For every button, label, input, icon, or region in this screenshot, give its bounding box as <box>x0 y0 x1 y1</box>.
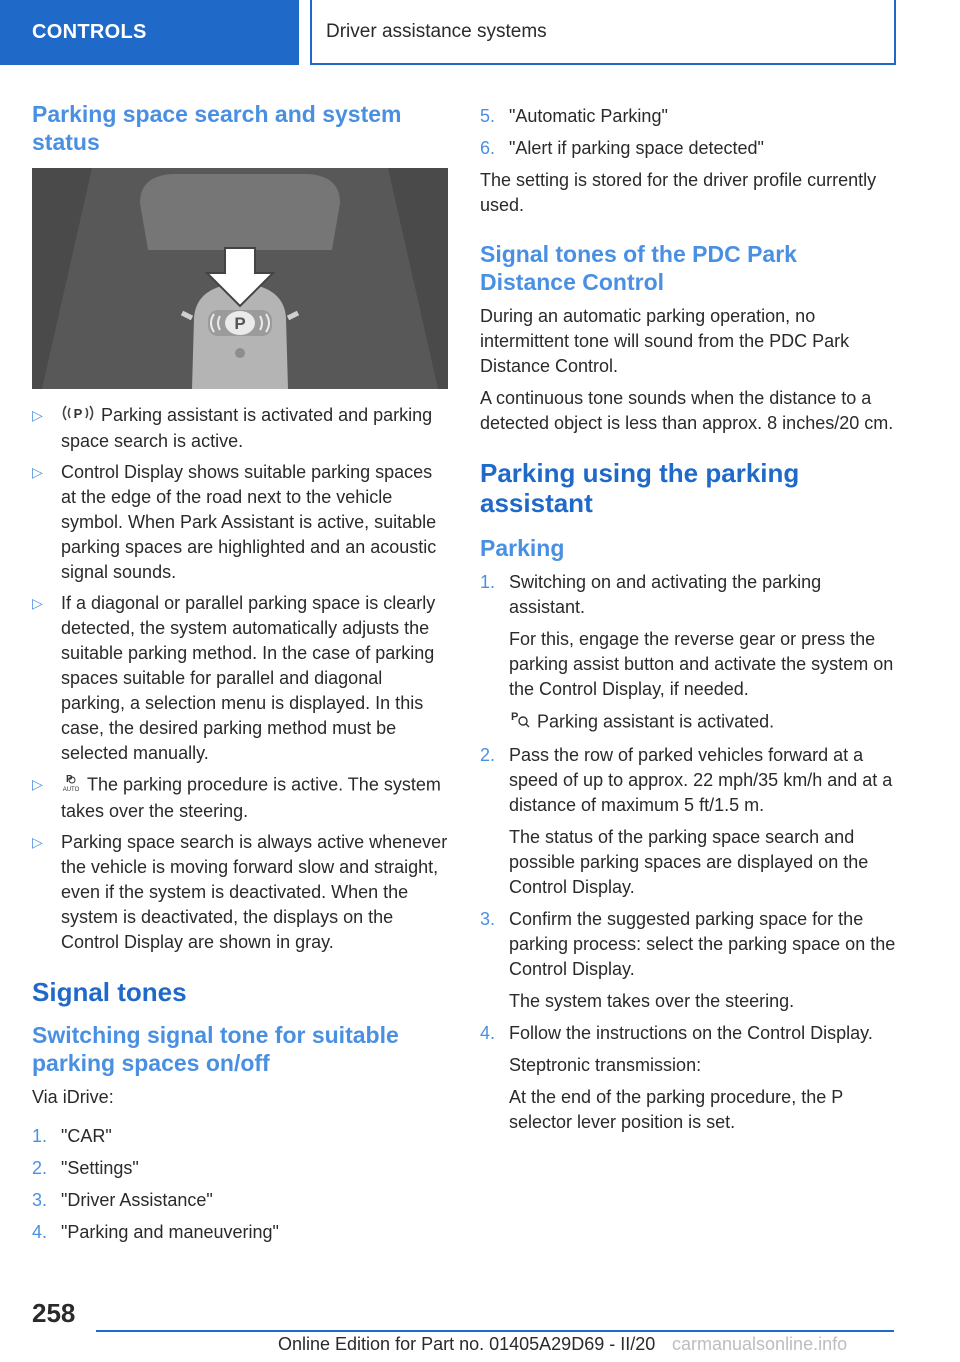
step-text: "Settings" <box>61 1157 139 1178</box>
right-column <box>480 104 898 1142</box>
bullet-text: The parking procedure is active. The system takes over the steering. <box>61 774 441 821</box>
step-text: "Parking and maneuvering" <box>61 1221 279 1242</box>
list-item <box>480 570 898 736</box>
svg-text:P: P <box>73 405 83 421</box>
svg-text:AUTO: AUTO <box>62 786 80 792</box>
parking-display-image <box>32 168 448 389</box>
step-detail-text: Parking assistant is activated. <box>537 711 775 732</box>
heading-signal-tones: Signal tones <box>32 976 187 1007</box>
step-text: "CAR" <box>61 1125 112 1146</box>
step-text: Confirm the suggested parking space for the parking process: select the parking space on the Control Display. <box>509 909 896 979</box>
step-detail: Steptronic transmission: <box>509 1055 702 1075</box>
step-number: 2. <box>32 1157 48 1178</box>
step-number: 1. <box>32 1125 48 1146</box>
auto-park-icon <box>61 772 81 799</box>
list-item <box>32 460 448 585</box>
list-item <box>32 1156 448 1181</box>
step-number: 3. <box>480 909 496 929</box>
bullet-marker: ▷ <box>32 833 43 850</box>
bullet-text: Parking assistant is activated and parking space search is active. <box>61 405 433 451</box>
parking-assistant-icon <box>509 709 531 736</box>
parking-sensor-icon <box>61 404 95 429</box>
svg-text:P: P <box>511 711 519 723</box>
heading-switching-signal-tone: Switching signal tone for suitable parking spaces on/off <box>32 1021 399 1076</box>
step-number: 1. <box>480 572 496 592</box>
step-text: Follow the instructions on the Control Display. <box>509 1023 873 1043</box>
pdc-paragraph-1: During an automatic parking operation, no intermittent tone will sound from the PDC Park Distance Control. <box>480 306 850 376</box>
chapter-label: Driver assistance systems <box>326 20 547 42</box>
step-number: 5. <box>480 106 496 126</box>
bullet-text: Control Display shows suitable parking spaces at the edge of the road next to the vehicle symbol. When Park Assistant is active, suitable parking spaces are highlighted and an acoustic signal sounds. <box>61 461 437 582</box>
svg-text:P: P <box>66 773 73 785</box>
watermark: carmanualsonline.info <box>672 1334 848 1354</box>
heading-parking-space-search: Parking space search and system status <box>32 101 402 155</box>
chapter-header <box>310 0 896 65</box>
step-text: "Alert if parking space detected" <box>509 138 764 158</box>
page-number: 258 <box>32 1298 76 1328</box>
step-detail: At the end of the parking procedure, the P selector lever position is set. <box>509 1087 843 1132</box>
step-detail: The system takes over the steering. <box>509 991 795 1011</box>
bullet-marker: ▷ <box>32 775 43 792</box>
parking-illustration <box>32 168 448 389</box>
step-text: "Driver Assistance" <box>61 1189 213 1210</box>
bullet-marker: ▷ <box>32 463 43 480</box>
list-item <box>32 830 448 955</box>
pdc-paragraph-2: A continuous tone sounds when the distance to a detected object is less than approx. 8 inches/20 cm. <box>480 388 894 433</box>
left-column <box>32 100 448 1252</box>
list-item <box>32 1220 448 1245</box>
list-item <box>32 1188 448 1213</box>
bullet-marker: ▷ <box>32 594 43 611</box>
list-item <box>480 743 898 900</box>
edition-info: Online Edition for Part no. 01405A29D69 - II/20 <box>278 1334 656 1354</box>
step-text: Switching on and activating the parking assistant. <box>509 572 822 617</box>
list-item <box>480 136 898 161</box>
setting-stored-text: The setting is stored for the driver profile currently used. <box>480 170 877 215</box>
step-number: 6. <box>480 138 496 158</box>
step-detail: The status of the parking space search and possible parking spaces are displayed on the Control Display. <box>509 827 869 897</box>
heading-pdc-signal-tones: Signal tones of the PDC Park Distance Control <box>480 241 797 295</box>
bullet-text: If a diagonal or parallel parking space is clearly detected, the system automatically adjusts the suitable parking method. In the case of parking spaces suitable for parallel and diagonal parking, a selection menu is displayed. In this case, the desired parking method must be selected manually. <box>61 592 436 763</box>
list-item <box>480 104 898 129</box>
step-number: 4. <box>480 1023 496 1043</box>
footer-divider <box>96 1330 894 1332</box>
section-tab <box>0 0 299 65</box>
step-number: 4. <box>32 1221 48 1242</box>
list-item <box>480 907 898 1014</box>
bullet-text: Parking space search is always active whenever the vehicle is moving forward slow and straight, even if the system is deactivated. When the system is deactivated, the displays on the Control Display are shown in gray. <box>61 831 448 952</box>
svg-text:P: P <box>234 314 246 333</box>
step-detail <box>509 709 898 736</box>
step-number: 2. <box>480 745 496 765</box>
list-item <box>480 1021 898 1135</box>
list-item <box>32 403 448 454</box>
step-number: 3. <box>32 1189 48 1210</box>
list-item <box>32 1124 448 1149</box>
list-item <box>32 591 448 766</box>
section-label: CONTROLS <box>32 21 147 43</box>
heading-parking: Parking <box>480 535 565 561</box>
list-item <box>32 772 448 824</box>
step-detail: For this, engage the reverse gear or press the parking assist button and activate the system on the Control Display, if needed. <box>509 629 894 699</box>
via-idrive-text: Via iDrive: <box>32 1086 114 1107</box>
step-text: Pass the row of parked vehicles forward at a speed of up to approx. 22 mph/35 km/h and at a distance of maximum 5 ft/1.5 m. <box>509 745 893 815</box>
bullet-marker: ▷ <box>32 407 43 423</box>
step-text: "Automatic Parking" <box>509 106 668 126</box>
heading-parking-using-assistant: Parking using the parking assistant <box>480 458 800 518</box>
